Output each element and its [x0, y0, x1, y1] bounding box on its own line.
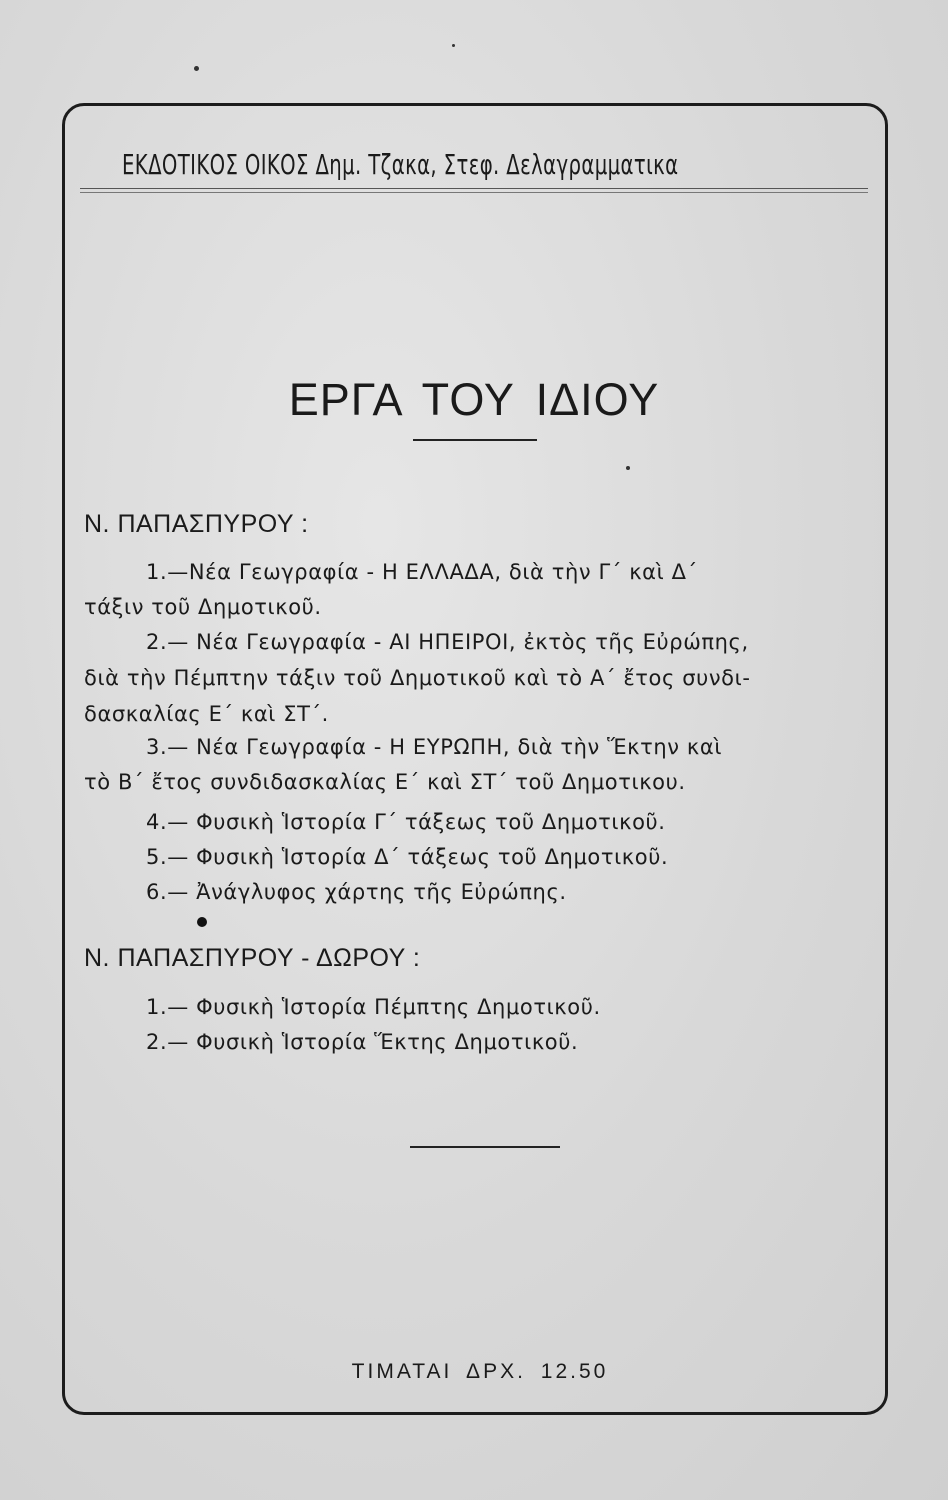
list-item: 5.— Φυσικὴ Ἱστορία Δ΄ τάξεως τοῦ Δημοτικοῦ.: [146, 845, 669, 869]
list-item-continuation: διὰ τὴν Πέμπτην τάξιν τοῦ Δημοτικοῦ καὶ τὸ Α΄ ἔτος συνδι-: [84, 666, 751, 690]
list-item: 2.— Φυσικὴ Ἱστορία Ἕκτης Δημοτικοῦ.: [146, 1030, 579, 1054]
ink-speck: [452, 44, 455, 47]
ink-speck: [194, 66, 199, 71]
page-border-frame: [62, 103, 888, 1415]
list-item: 2.— Νέα Γεωγραφία - ΑΙ ΗΠΕΙΡΟΙ, ἐκτὸς τῆς Εὐρώπης,: [146, 630, 749, 654]
list-item: 1.—Νέα Γεωγραφία - Η ΕΛΛΑΔΑ, διὰ τὴν Γ΄ καὶ Δ΄: [146, 560, 698, 584]
list-item: 3.— Νέα Γεωγραφία - Η ΕΥΡΩΠΗ, διὰ τὴν Ἕκτην καὶ: [146, 735, 723, 759]
list-item-continuation: τὸ Β΄ ἔτος συνδιδασκαλίας Ε΄ καὶ ΣΤ΄ τοῦ Δημοτικου.: [84, 770, 686, 794]
list-item: 6.— Ἀνάγλυφος χάρτης τῆς Εὐρώπης.: [146, 880, 567, 904]
price-label: ΤΙΜΑΤΑΙ ΔΡΧ. 12.50: [351, 1360, 609, 1383]
bottom-divider: [410, 1146, 560, 1148]
list-item: 4.— Φυσικὴ Ἱστορία Γ΄ τάξεως τοῦ Δημοτικοῦ.: [146, 810, 666, 834]
publisher-header: ΕΚΔΟΤΙΚΟΣ ΟΙΚΟΣ Δημ. Τζακα, Στεφ. Δελαγραμματικα: [122, 148, 679, 181]
list-item-continuation: τάξιν τοῦ Δημοτικοῦ.: [84, 595, 322, 619]
bullet-icon: [197, 917, 207, 927]
page-title: ΕΡΓΑ ΤΟΥ ΙΔΙΟΥ: [288, 374, 660, 425]
author-heading: Ν. ΠΑΠΑΣΠΥΡΟΥ :: [84, 510, 309, 538]
header-divider: [80, 188, 868, 193]
author-heading: Ν. ΠΑΠΑΣΠΥΡΟΥ - ΔΩΡΟΥ :: [84, 944, 421, 972]
list-item: 1.— Φυσικὴ Ἱστορία Πέμπτης Δημοτικοῦ.: [146, 995, 601, 1019]
title-divider: [413, 439, 537, 441]
list-item-continuation: δασκαλίας Ε΄ καὶ ΣΤ΄.: [84, 702, 329, 726]
